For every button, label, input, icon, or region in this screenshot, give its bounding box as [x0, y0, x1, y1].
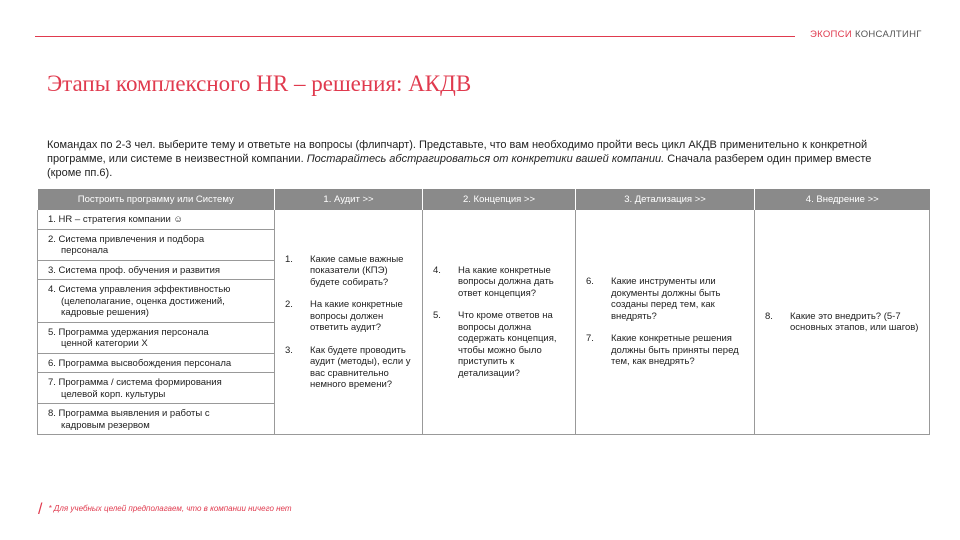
program-8-cont: кадровым резервом	[61, 419, 150, 431]
q-num: 1.	[285, 253, 293, 265]
program-4: 4. Система управления эффективностью	[48, 284, 231, 295]
list-item	[38, 261, 274, 281]
program-6: 6. Программа высвобождения персонала	[48, 357, 232, 369]
list-item	[38, 323, 274, 354]
program-7-cont: целевой корп. культуры	[61, 388, 166, 400]
q-text: На какие конкретные вопросы должен ответить аудит?	[310, 299, 403, 333]
table-body-row	[38, 210, 930, 435]
header-detail: 3. Детализация >>	[576, 189, 755, 210]
page-title: Этапы комплексного HR – решения: АКДВ	[47, 71, 472, 96]
list-item	[285, 299, 414, 334]
program-5-cont: ценной категории Х	[61, 338, 148, 349]
intro-paragraph	[47, 138, 907, 180]
q-text: На какие конкретные вопросы должна дать ответ концепция?	[458, 264, 554, 299]
program-list	[38, 210, 274, 434]
brand-part-2: КОНСАЛТИНГ	[854, 29, 922, 40]
concept-questions	[433, 265, 567, 380]
q-text: Какие самые важные показатели (КПЭ) будете собирать?	[310, 253, 404, 288]
q-num: 4.	[433, 264, 441, 276]
q-text: Как будете проводить аудит (методы), если у вас сравнительно немного времени?	[310, 344, 411, 390]
list-item	[38, 354, 274, 374]
q-text: Что кроме ответов на вопросы должна содержать концепция, чтобы можно было приступить к детализации?	[458, 310, 557, 379]
q-num: 6.	[586, 276, 594, 288]
program-7: 7. Программа / система формирования	[48, 377, 222, 388]
footnote	[38, 501, 292, 519]
list-item	[586, 276, 746, 322]
footnote-bar-icon: /	[38, 501, 43, 518]
q-text: Какие конкретные решения должны быть приняты перед тем, как внедрять?	[611, 333, 739, 368]
header-audit: 1. Аудит >>	[275, 189, 423, 210]
audit-cell	[275, 210, 423, 435]
header-program: Построить программу или Систему	[38, 189, 275, 210]
implement-questions	[765, 311, 921, 334]
brand-logo	[810, 29, 922, 40]
program-list-cell	[38, 210, 275, 435]
list-item	[433, 310, 567, 379]
q-num: 8.	[765, 310, 773, 322]
acdv-table	[37, 189, 930, 435]
implement-cell	[755, 210, 930, 435]
list-item	[586, 333, 746, 368]
intro-text-2: Сначала разберем один пример вместе (кроме пп.6).	[47, 153, 872, 179]
list-item	[38, 230, 274, 261]
list-item	[38, 210, 274, 230]
q-num: 7.	[586, 333, 594, 345]
q-num: 5.	[433, 310, 441, 322]
audit-questions	[285, 254, 414, 391]
header-implement: 4. Внедрение >>	[755, 189, 930, 210]
program-1: 1. HR – стратегия компании ☺	[48, 214, 184, 225]
program-2: 2. Система привлечения и подбора	[48, 233, 205, 245]
q-num: 3.	[285, 344, 293, 356]
table-header-row	[38, 189, 930, 210]
q-num: 2.	[285, 299, 293, 310]
footnote-text: * Для учебных целей предполагаем, что в компании ничего нет	[48, 504, 292, 513]
list-item	[38, 280, 274, 323]
list-item	[433, 265, 567, 300]
header-concept: 2. Концепция >>	[423, 189, 576, 210]
intro-italic: Постарайтесь абстрагироваться от конкретики вашей компании.	[306, 153, 665, 165]
program-2-cont: персонала	[61, 245, 109, 256]
list-item	[38, 404, 274, 434]
program-3: 3. Система проф. обучения и развития	[48, 264, 221, 276]
top-divider-line	[35, 36, 795, 37]
program-4-cont: (целеполагание, оценка достижений, кадровые решения)	[61, 295, 225, 318]
detail-cell	[576, 210, 755, 435]
intro-text-1: Командах по 2-3 чел. выберите тему и ответьте на вопросы (флипчарт). Представьте, что вам необходимо пройти весь цикл АКДВ применительно к конкретной программе, или системе в неизвестной компании.	[47, 139, 868, 165]
detail-questions	[586, 276, 746, 368]
brand-part-1: ЭКОПСИ	[810, 29, 852, 40]
q-text: Какие это внедрить? (5-7 основных этапов, или шагов)	[790, 310, 919, 333]
list-item	[765, 311, 921, 334]
list-item	[285, 254, 414, 289]
list-item	[285, 345, 414, 391]
program-5: 5. Программа удержания персонала	[48, 326, 209, 338]
concept-cell	[423, 210, 576, 435]
program-8: 8. Программа выявления и работы с	[48, 408, 210, 419]
list-item	[38, 373, 274, 404]
q-text: Какие инструменты или документы должны быть созданы перед тем, как внедрять?	[611, 276, 721, 322]
